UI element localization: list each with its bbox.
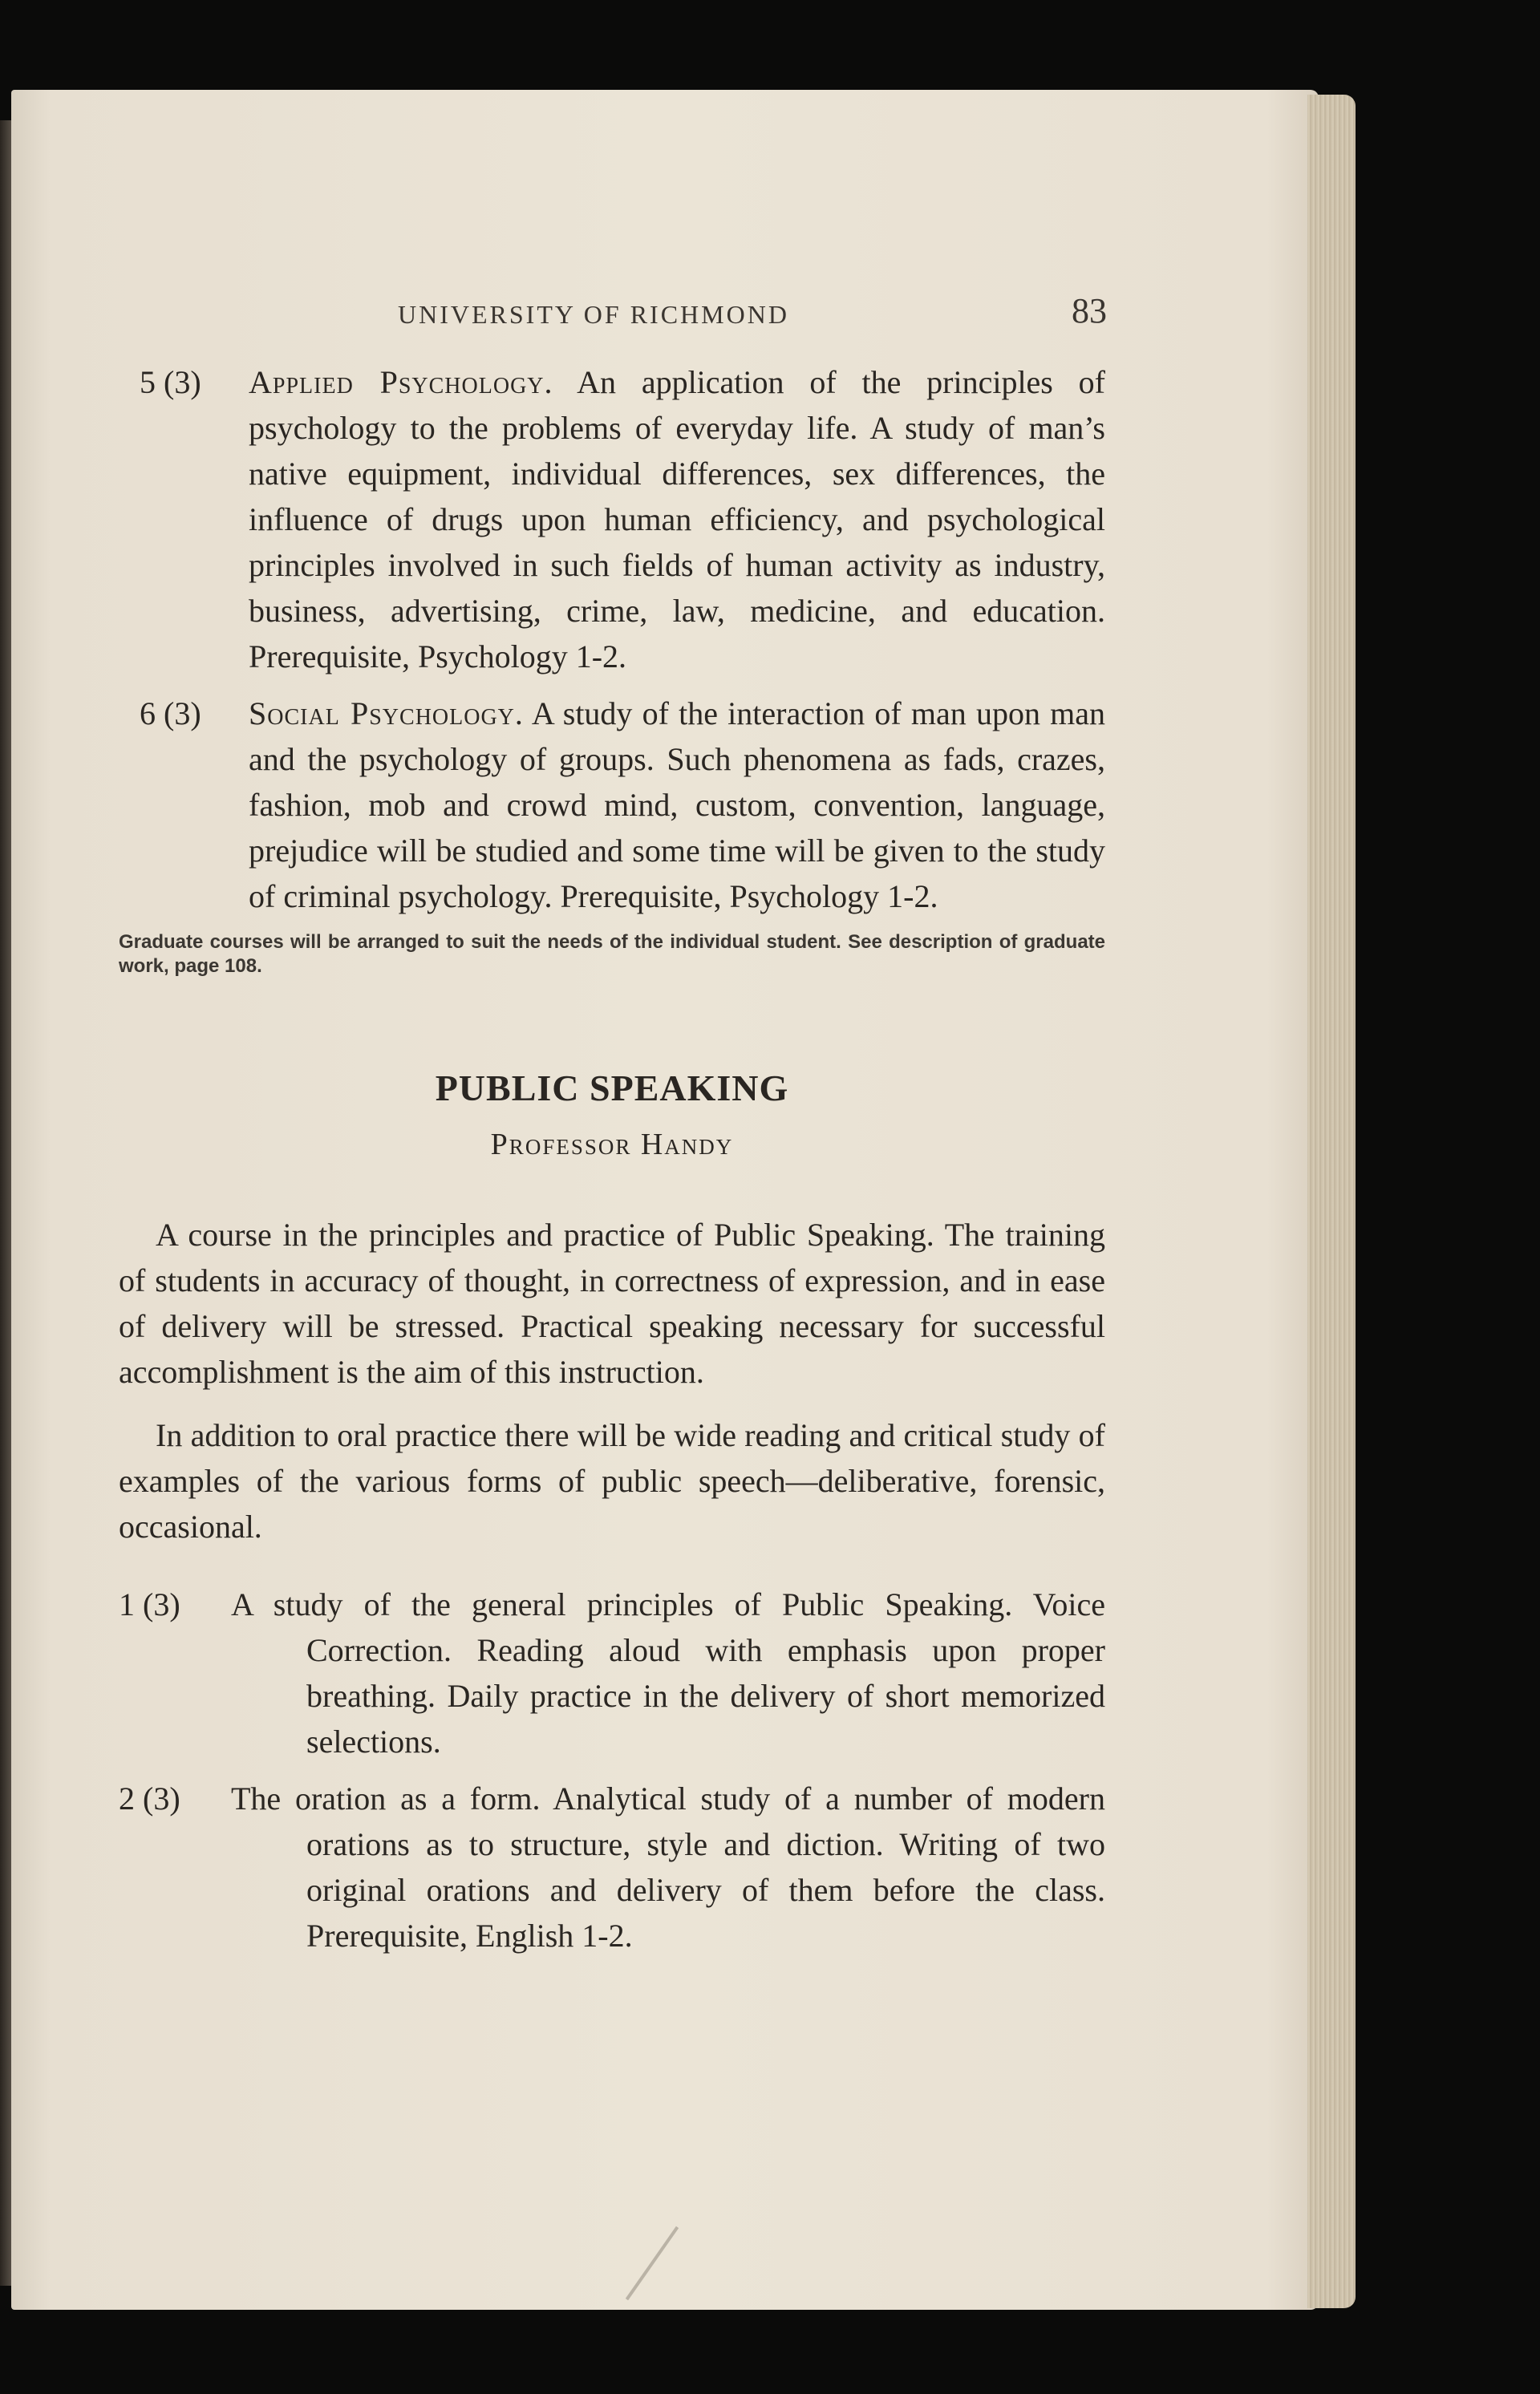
course-text: An application of the principles of psychology to the problems of everyday life. A study of man’s native equipment, individual differences, sex differences, the influence of drugs upon human efficiency, and psychological principles involved in such fields of human activity as industry, business, advertising, crime, law, medicine, and education. Prerequisite, Psychology 1-2. [249,364,1105,674]
professor-name: Professor Handy [490,1128,734,1161]
course-entry-applied-psychology [119,359,1105,679]
course-description [249,691,1105,919]
course-description [231,1776,1105,1959]
course-title: Social Psychology. [249,695,524,731]
running-head [119,290,1105,338]
course-text: A study of the general principles of Public Speaking. Voice Correction. Reading aloud with emphasis upon proper breathing. Daily practice in the delivery of short memorized selections. [231,1586,1105,1760]
section-title: PUBLIC SPEAKING [435,1067,789,1108]
course-description [249,359,1105,679]
page-edges [1307,95,1356,2308]
page-number: 83 [1072,291,1107,330]
intro-paragraph: In addition to oral practice there will be wide reading and critical study of examples of the various forms of public speech—deliberative, forensic, occasional. [119,1417,1105,1545]
public-speaking-course-1 [119,1582,1105,1764]
public-speaking-course-2 [119,1776,1105,1959]
course-text: The oration as a form. Analytical study of a number of modern orations as to structure, style and diction. Writing of two original orations and delivery of them before the class. Prerequisite, English 1-2. [231,1780,1105,1954]
course-entry-social-psychology [119,691,1105,919]
course-number: 5 (3) [140,364,201,400]
course-title: Applied Psychology. [249,364,553,400]
course-description [231,1582,1105,1764]
course-number: 2 (3) [119,1780,180,1817]
course-text: A study of the interaction of man upon man and the psychology of groups. Such phenomena as fads, crazes, fashion, mob and crowd mind, custom, convention, language, prejudice will be studied and some time will be given to the study of criminal psychology. Prerequisite, Psychology 1-2. [249,695,1106,914]
page-content [119,290,1105,1959]
graduate-note: Graduate courses will be arranged to suit the needs of the individual student. See description of graduate work, page 108. [119,931,1105,977]
running-title: UNIVERSITY OF RICHMOND [398,300,789,329]
course-number: 6 (3) [140,695,201,731]
course-number: 1 (3) [119,1586,180,1622]
intro-paragraph: A course in the principles and practice of Public Speaking. The training of students in accuracy of thought, in correctness of expression, and in ease of delivery will be stressed. Practical speaking necessary for successful accomplishment is the aim of this instruction. [119,1217,1105,1390]
